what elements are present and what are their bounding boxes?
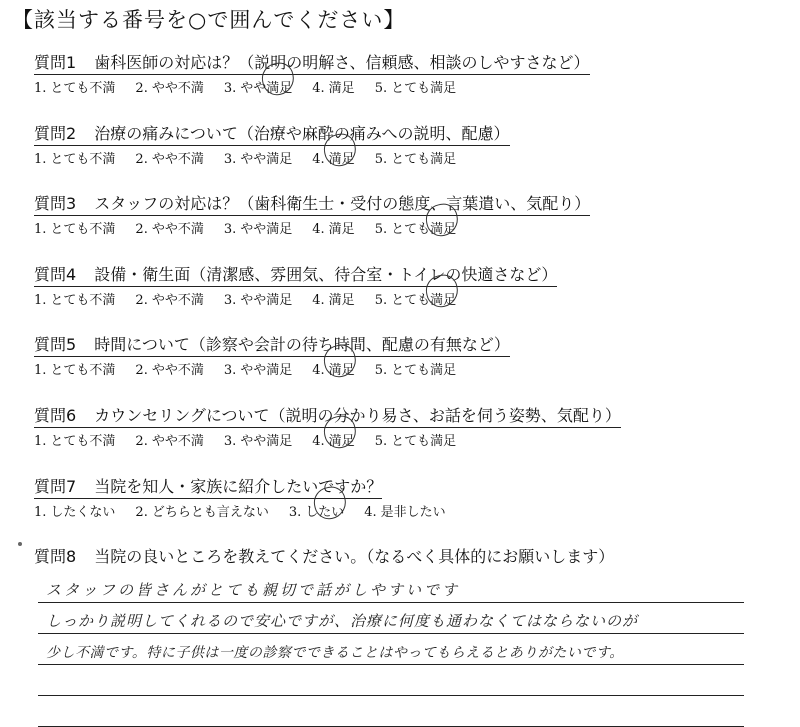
question-text: 歯科医師の対応は？（説明の明解さ、信頼感、相談のしやすさなど） xyxy=(94,53,590,72)
options-row xyxy=(34,77,774,96)
question-2 xyxy=(34,121,774,167)
option-number: 1. xyxy=(34,152,47,167)
question-number: 質問8 xyxy=(34,547,77,566)
option-number: 4. xyxy=(312,363,325,378)
option-label: やや満足 xyxy=(240,222,293,237)
option-label: とても満足 xyxy=(391,434,457,449)
scan-dot xyxy=(18,542,22,546)
option-label: やや満足 xyxy=(240,152,293,167)
question-number: 質問5 xyxy=(34,335,77,354)
option-label: とても不満 xyxy=(50,293,116,308)
question-heading xyxy=(34,50,590,75)
answer-line xyxy=(38,665,744,696)
option-4[interactable] xyxy=(312,77,354,96)
option-label: とても満足 xyxy=(391,363,457,378)
option-label: 満足 xyxy=(328,363,355,378)
option-label: やや不満 xyxy=(151,222,204,237)
option-label: 満足 xyxy=(328,152,355,167)
option-2[interactable] xyxy=(135,218,203,237)
option-label: 是非したい xyxy=(380,505,446,520)
question-text: 時間について（診察や会計の待ち時間、配慮の有無など） xyxy=(94,335,510,354)
question-heading xyxy=(34,474,382,499)
option-number: 3. xyxy=(223,293,237,308)
option-label: 満足 xyxy=(328,222,355,237)
question-6 xyxy=(34,403,774,449)
question-5 xyxy=(34,332,774,378)
options-row xyxy=(34,359,774,378)
option-number: 1. xyxy=(34,81,47,96)
option-label: とても満足 xyxy=(391,293,457,308)
option-label: 満足 xyxy=(328,293,355,308)
options-row xyxy=(34,289,774,308)
option-1[interactable] xyxy=(34,218,115,237)
option-number: 2. xyxy=(135,434,148,449)
option-number: 5. xyxy=(374,222,388,237)
option-label: とても不満 xyxy=(50,222,116,237)
option-5[interactable] xyxy=(375,148,456,167)
option-5[interactable] xyxy=(375,218,456,237)
option-number: 5. xyxy=(374,293,388,308)
option-3[interactable] xyxy=(224,289,292,308)
option-number: 4. xyxy=(364,505,377,520)
option-number: 2. xyxy=(135,152,148,167)
option-number: 1. xyxy=(34,222,47,237)
option-1[interactable] xyxy=(34,359,115,378)
handwritten-answer: スタッフの皆さんがとても親切で話がしやすいです xyxy=(46,581,461,599)
option-number: 4. xyxy=(312,222,325,237)
option-number: 1. xyxy=(34,293,47,308)
option-4[interactable] xyxy=(312,148,354,167)
option-2[interactable] xyxy=(135,359,203,378)
question-number: 質問2 xyxy=(34,124,77,143)
handwritten-answer: 少し不満です。特に子供は一度の診察でできることはやってもらえるとありがたいです。 xyxy=(46,645,624,661)
option-1[interactable] xyxy=(34,148,115,167)
question-number: 質問3 xyxy=(34,194,77,213)
option-4[interactable] xyxy=(312,359,354,378)
question-4 xyxy=(34,262,774,308)
option-number: 3. xyxy=(223,434,237,449)
question-8 xyxy=(34,544,774,568)
handwritten-answer: しっかり説明してくれるので安心ですが、治療に何度も通わなくてはならないのが xyxy=(46,612,639,630)
option-number: 3. xyxy=(223,152,237,167)
option-label: とても満足 xyxy=(391,81,457,96)
option-number: 5. xyxy=(374,434,388,449)
options-row xyxy=(34,218,774,237)
option-number: 2. xyxy=(135,293,148,308)
question-text: 設備・衛生面（清潔感、雰囲気、待合室・トイレの快適さなど） xyxy=(94,265,558,284)
option-label: とても不満 xyxy=(50,81,116,96)
option-label: やや不満 xyxy=(151,81,204,96)
option-number: 3. xyxy=(223,363,237,378)
option-label: やや不満 xyxy=(151,363,204,378)
option-label: とても満足 xyxy=(391,222,457,237)
option-label: とても不満 xyxy=(50,363,116,378)
option-label: やや不満 xyxy=(151,434,204,449)
question-number: 質問1 xyxy=(34,53,77,72)
option-label: したい xyxy=(305,505,345,520)
option-number: 4. xyxy=(312,152,325,167)
option-number: 1. xyxy=(34,505,47,520)
option-label: 満足 xyxy=(328,434,355,449)
option-5[interactable] xyxy=(375,77,456,96)
option-2[interactable] xyxy=(135,77,203,96)
question-number: 質問7 xyxy=(34,477,77,496)
option-label: やや満足 xyxy=(240,363,293,378)
option-label: やや満足 xyxy=(240,434,293,449)
question-text: スタッフの対応は？（歯科衛生士・受付の態度、言葉遣い、気配り） xyxy=(94,194,591,213)
option-label: やや不満 xyxy=(151,293,204,308)
options-row xyxy=(34,430,774,449)
option-3[interactable] xyxy=(289,501,344,520)
option-label: とても不満 xyxy=(50,434,116,449)
free-answer-area xyxy=(38,572,744,727)
option-number: 3. xyxy=(223,81,237,96)
question-number: 質問6 xyxy=(34,406,77,425)
option-number: 2. xyxy=(135,222,148,237)
question-heading xyxy=(34,121,510,146)
question-1 xyxy=(34,50,774,96)
option-number: 3. xyxy=(223,222,237,237)
option-3[interactable] xyxy=(224,359,292,378)
option-number: 5. xyxy=(374,363,388,378)
question-heading xyxy=(34,191,590,216)
question-text: 治療の痛みについて（治療や麻酔の痛みへの説明、配慮） xyxy=(94,124,510,143)
option-4[interactable] xyxy=(312,289,354,308)
question-text: 当院を知人・家族に紹介したいですか？ xyxy=(94,477,383,496)
answer-line xyxy=(38,572,744,603)
option-2[interactable] xyxy=(135,148,203,167)
option-1[interactable] xyxy=(34,289,115,308)
option-3[interactable] xyxy=(224,77,292,96)
question-7 xyxy=(34,474,774,520)
option-1[interactable] xyxy=(34,430,115,449)
option-5[interactable] xyxy=(375,359,456,378)
question-3 xyxy=(34,191,774,237)
question-heading xyxy=(34,544,614,568)
question-text: 当院の良いところを教えてください。（なるべく具体的にお願いします） xyxy=(94,547,615,566)
option-number: 5. xyxy=(374,152,388,167)
question-number: 質問4 xyxy=(34,265,77,284)
question-text: カウンセリングについて（説明の分かり易さ、お話を伺う姿勢、気配り） xyxy=(94,406,621,425)
instruction-title: 【該当する番号を○で囲んでください】 xyxy=(12,8,406,32)
option-3[interactable] xyxy=(224,148,292,167)
question-heading xyxy=(34,262,557,287)
option-label: やや満足 xyxy=(240,81,293,96)
answer-line xyxy=(38,696,744,727)
option-4[interactable] xyxy=(364,501,445,520)
option-4[interactable] xyxy=(312,430,354,449)
option-label: やや満足 xyxy=(240,293,293,308)
options-row xyxy=(34,148,774,167)
option-number: 4. xyxy=(312,434,325,449)
option-4[interactable] xyxy=(312,218,354,237)
option-label: とても満足 xyxy=(391,152,457,167)
option-3[interactable] xyxy=(224,218,292,237)
option-number: 3. xyxy=(288,505,302,520)
option-label: どちらとも言えない xyxy=(151,505,269,520)
option-number: 2. xyxy=(135,363,148,378)
option-2[interactable] xyxy=(135,289,203,308)
option-number: 4. xyxy=(312,293,325,308)
answer-line xyxy=(38,634,744,665)
option-number: 2. xyxy=(135,81,148,96)
option-3[interactable] xyxy=(224,430,292,449)
option-5[interactable] xyxy=(375,430,456,449)
option-label: したくない xyxy=(50,505,116,520)
option-number: 5. xyxy=(374,81,388,96)
option-label: とても不満 xyxy=(50,152,116,167)
option-number: 4. xyxy=(312,81,325,96)
option-1[interactable] xyxy=(34,501,115,520)
question-heading xyxy=(34,332,510,357)
option-label: 満足 xyxy=(328,81,355,96)
option-number: 2. xyxy=(135,505,148,520)
option-label: やや不満 xyxy=(151,152,204,167)
options-row xyxy=(34,501,774,520)
option-5[interactable] xyxy=(375,289,456,308)
option-number: 1. xyxy=(34,434,47,449)
option-1[interactable] xyxy=(34,77,115,96)
answer-line xyxy=(38,603,744,634)
option-2[interactable] xyxy=(135,430,203,449)
option-2[interactable] xyxy=(135,501,268,520)
question-heading xyxy=(34,403,621,428)
option-number: 1. xyxy=(34,363,47,378)
